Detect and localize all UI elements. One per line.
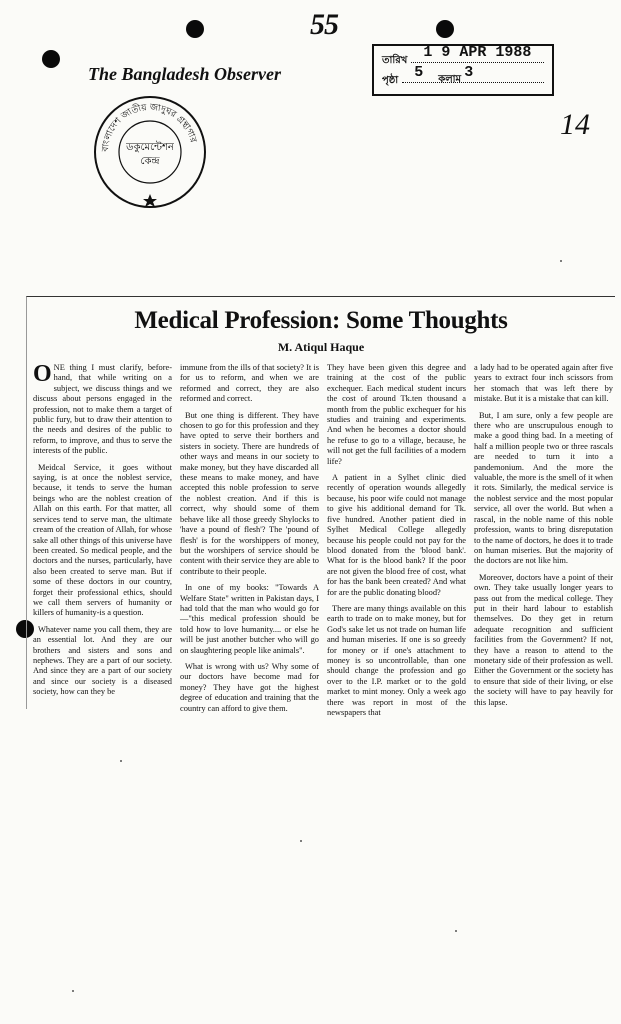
stamp-date-value: 1 9 APR 1988	[423, 44, 532, 61]
article-column-2	[180, 363, 319, 713]
article-byline: M. Atiqul Haque	[277, 340, 365, 354]
article-paragraph: There are many things available on this earth to trade on to make money, but for God's sake let us not trade on human life and human miseries. If one is so greedy for money or if one's attachment to money is so uncontrollable, than one should change the profession and go over to the I.P. market or to the gold market to mint money. Only a week ago there was report in most of the newspapers that	[327, 603, 466, 717]
article-paragraph: In one of my books: "Towards A Welfare State" written in Pakistan days, I had told that the man who would go for—"this medical profession should be told how to love humanity.... or else he will be just another butcher who will go on slaughtering people like animals".	[180, 583, 319, 655]
scan-speck	[455, 930, 457, 932]
article-paragraph: a lady had to be operated again after five years to extract four inch scissors from her stomach that was left there by mistake. But it is a mistake that can kill.	[474, 363, 613, 404]
scan-speck	[560, 260, 562, 262]
page-annotation: 14	[560, 108, 590, 141]
handwritten-archive-number: 55	[310, 8, 338, 41]
punch-hole-top-left	[42, 50, 60, 68]
article-column-3	[327, 363, 466, 717]
scan-speck	[300, 840, 302, 842]
stamp-column-label: কলাম	[438, 74, 462, 85]
article-columns	[33, 361, 613, 717]
stamp-column-value: 3	[464, 64, 474, 81]
article-paragraph: A patient in a Sylhet clinic died recently of operation wounds allegedly because, his poor wife could not manage to give his additional demand for Tk. five hundred. Another patient died in Sylhet Medical College allegedly because his people could not pay for the blood donated from the 'blood bank'. What for is the blood bank? If the poor are not given the blood free of cost, what for has the bank been created? And what for are the public donating blood?	[327, 473, 466, 597]
article-headline: Medical Profession: Some Thoughts	[134, 307, 508, 334]
newspaper-name: The Bangladesh Observer	[88, 64, 281, 84]
punch-hole-top-right	[436, 20, 454, 38]
article-paragraph: Meidcal Service, it goes without saying, is at once the noblest service, because, it tends to serve the human beings who are the noblest creation of Allah on this earth. For that matter, all services tend to serve man, the ultimate cream of the creation of Allah, for whose sake all other things of this universe have been created. So medical people, and the doctors and the nurses, particularly, have also been created to serve man. But if some of these doctors in our country, forget their professional ethics, should we call them servers of humanity or killers of humanity-is a question.	[33, 462, 172, 618]
stamp-page-label: পৃষ্ঠা	[382, 75, 399, 86]
date-stamp	[372, 44, 554, 96]
article-column-1	[33, 363, 172, 705]
seal-center-line1: ডকুমেন্টেশন	[126, 142, 174, 153]
scan-speck	[72, 990, 74, 992]
article-column-4	[474, 363, 613, 705]
article-paragraph: Moreover, doctors have a point of their own. They take usually longer years to pass out from the medical college. They put in their hard labour to establish themselves. Do they get in return adequate recognition and sufficient facilities from the Government? If not, they have a reason to attend to the monetary side of their profession as well. Either the Government or the society has to ensure that side of their living, or else the society will have to pay heavily for this lapse.	[474, 572, 613, 707]
article-paragraph: What is wrong with us? Why some of our doctors have become mad for money? They have got the highest degree of education and training that the country can afford to give them.	[180, 661, 319, 713]
library-seal	[92, 94, 208, 210]
article-paragraph: immune from the ills of that society? It is for us to reform, and when we are reformed and correct, they are also reformed and correct.	[180, 363, 319, 404]
article-paragraph: They have been given this degree and training at the cost of the public exchequer. Each medical student incurs the cost of around Tk.ten thousand a month from the public exchequer for his studies and training and experiments. And when he becomes a doctor should he refuse to go to a village, because, he will not get the full facilities of a modern life?	[327, 363, 466, 466]
article-paragraph: ONE thing I must clarify, before-hand, that while writing on a subject, we discuss things and we discuss about persons engaged in the profession, not to make them a target of public fury, but to draw their attention to the needs and desires of the public to reform, to improve, and thus to serve the interests of the public.	[33, 361, 172, 456]
seal-ring-text: বাংলাদেশ জাতীয় জাদুঘর গ্রন্থাগার	[100, 102, 198, 153]
punch-hole-top-center	[186, 20, 204, 38]
stamp-page-value: 5	[414, 64, 424, 81]
article-clipping	[26, 296, 615, 717]
article-paragraph: But, I am sure, only a few people are there who are unscrupulous enough to make a good thing bad. In a meeting of half a million people two or three rascals are needed to turn it into a pandemonium. And the more the valuable, the more is the smell of it when it rots. Similarly, the medical service is the noblest service and the most popular service, all over the world. But when a rascal, in the noble name of this noble profession, wants to bring disreputation to the name of doctors, he does it to trade on human miseries. But the majority of the doctors are not like him.	[474, 410, 613, 566]
seal-center-line2: কেন্দ্র	[140, 156, 160, 167]
article-paragraph: Whatever name you call them, they are an essential lot. And they are our brothers and sisters and sons and nephews. They are a part of our society. And since they are a part of our society and since our society is a diseased society, how can they be	[33, 624, 172, 697]
stamp-date-label: তারিখ	[382, 55, 408, 66]
article-paragraph: But one thing is different. They have chosen to go for this profession and they have opted to serve their borthers and sisters in society. There are hundreds of other ways and means in our society to make money, but they have discarded all these means to make money, and have accepted this noble profession to serve the noblest creation. And if this is correct, why should some of them behave like all those greedy Shylocks to 'have a pound of flesh'? The 'pound of flesh' is for the worshippers of money, but the worshipers of service should be content with their service they are able to contribute to their people.	[180, 410, 319, 576]
drop-cap: O	[33, 361, 52, 387]
scan-speck	[120, 760, 122, 762]
